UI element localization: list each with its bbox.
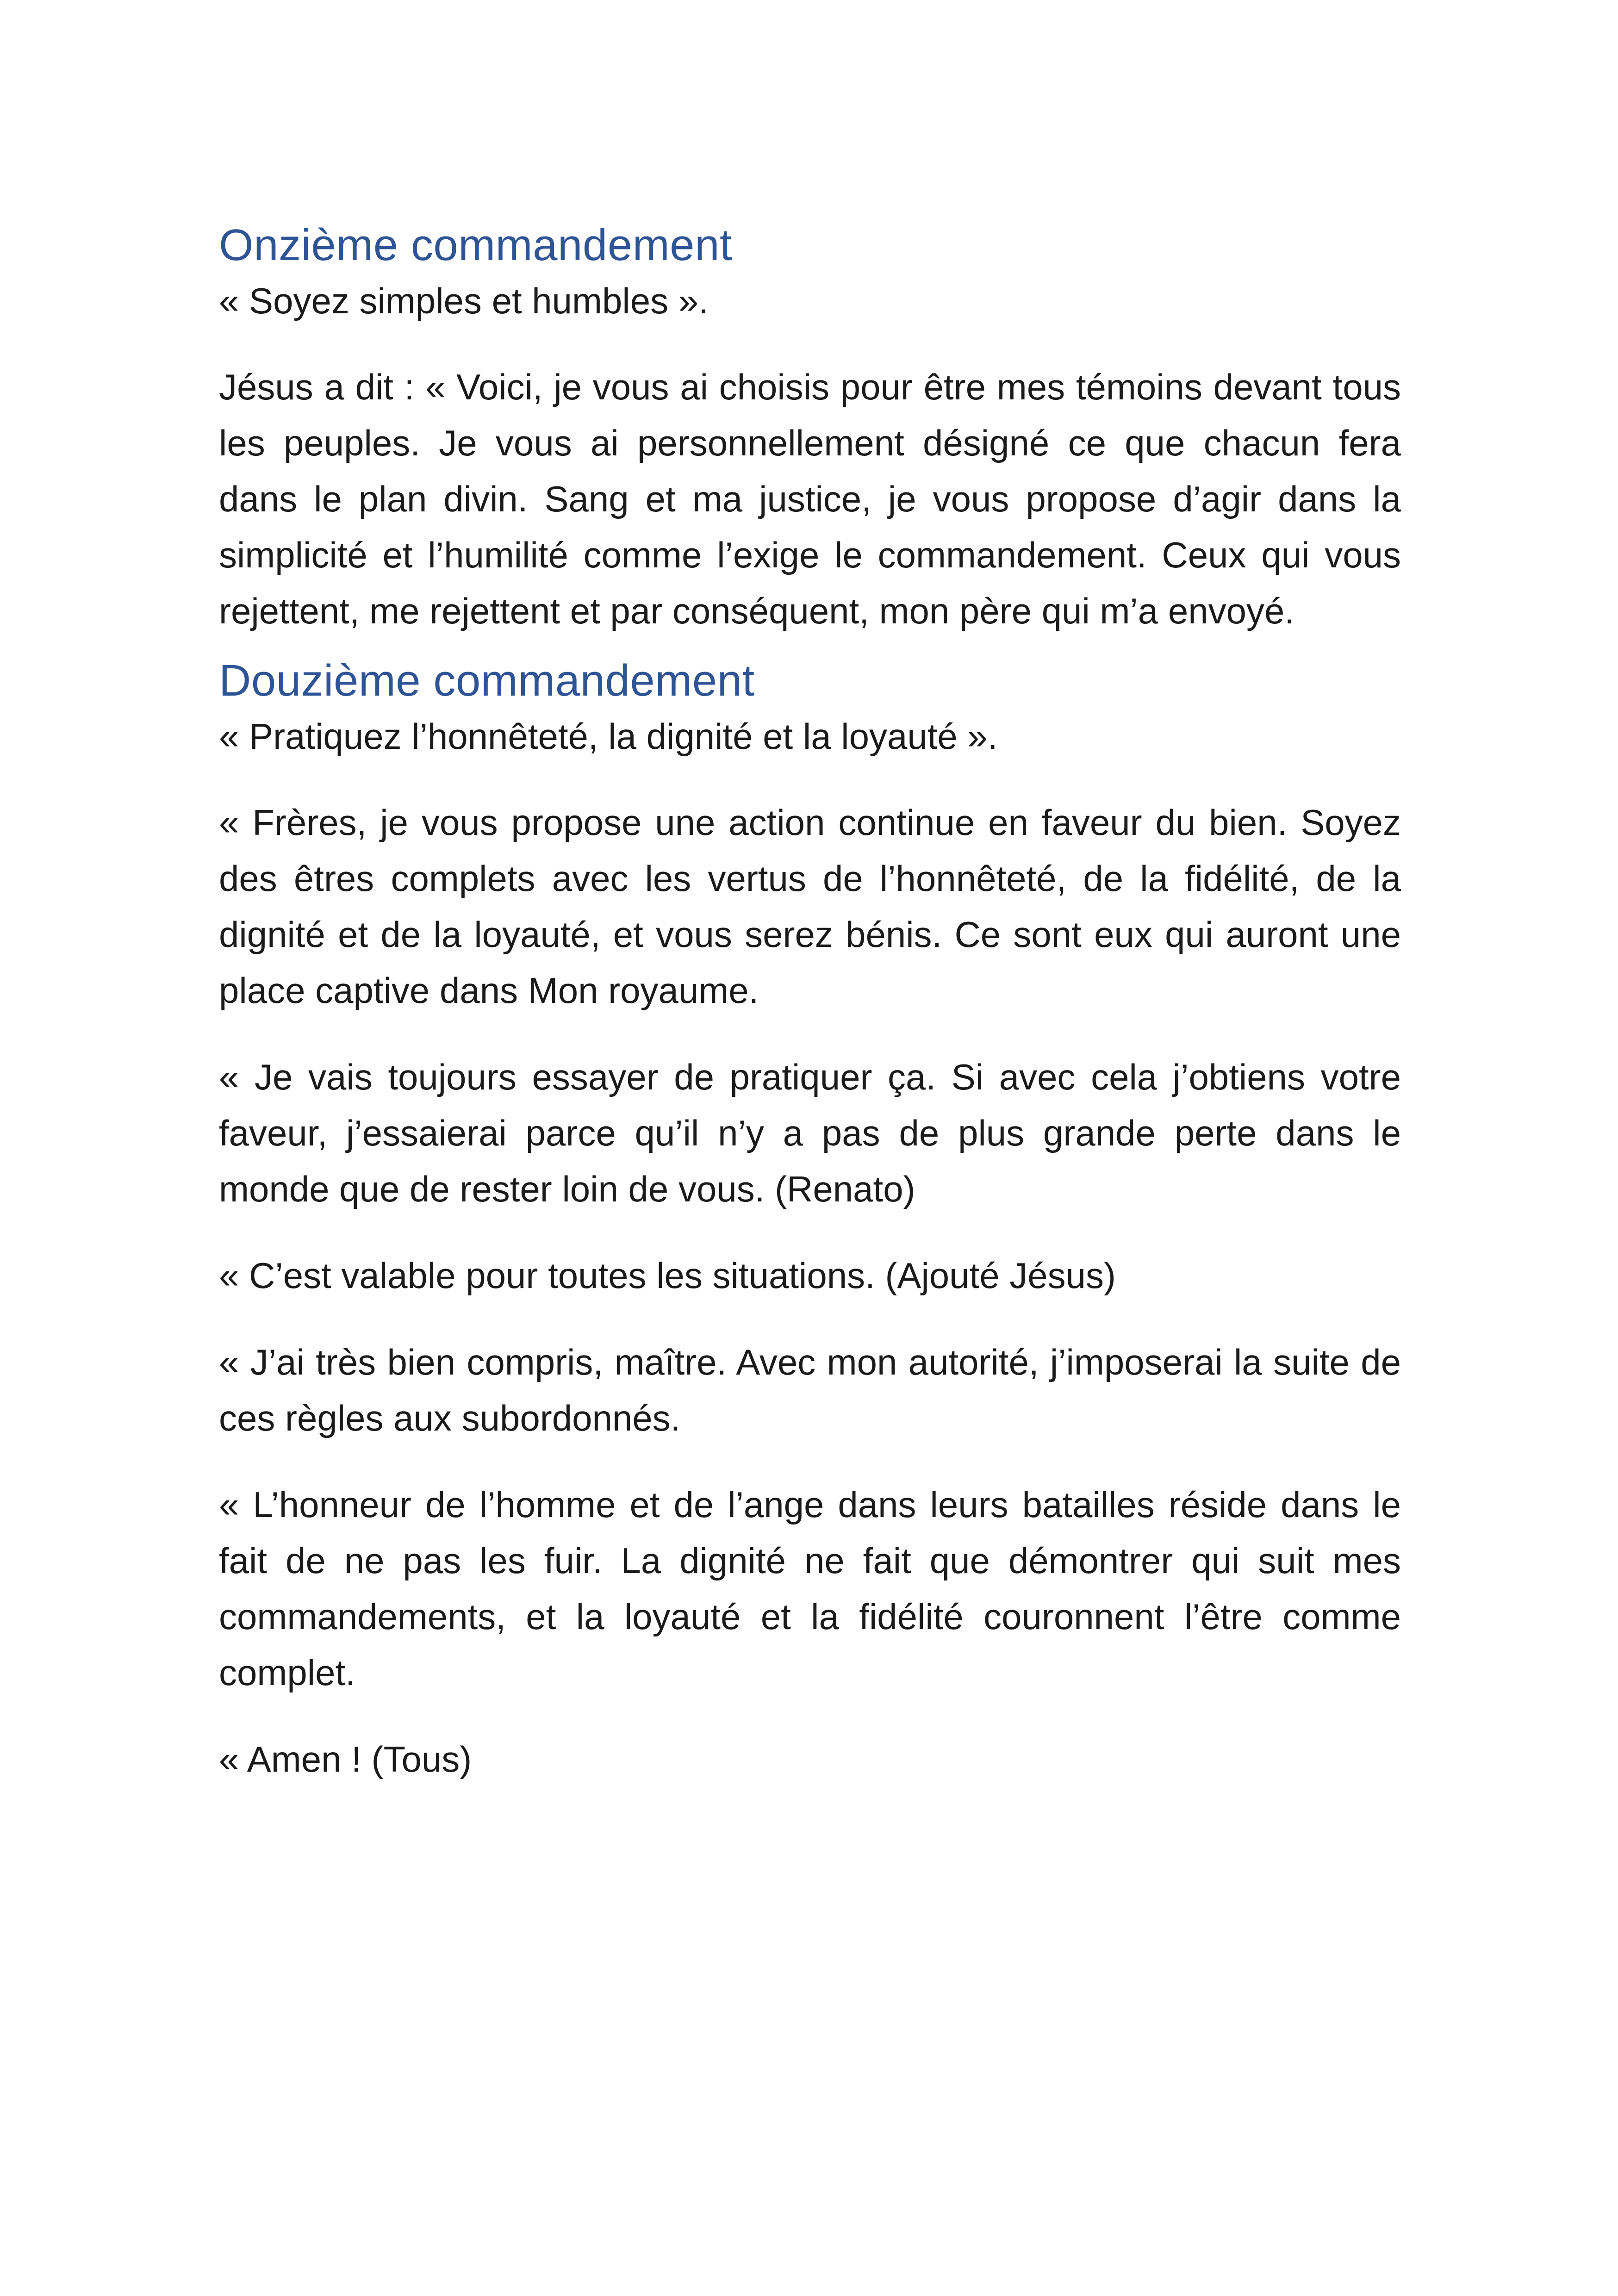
- section-heading-onzieme: Onzième commandement: [219, 220, 733, 270]
- paragraph: « J’ai très bien compris, maître. Avec mon autorité, j’imposerai la suite de ces règles aux subordonnés.: [219, 1342, 1401, 1438]
- paragraph: Jésus a dit : « Voici, je vous ai choisis pour être mes témoins devant tous les peuples. Je vous ai personnellement désigné ce que chacun fera dans le plan divin. Sang et ma justice, je vous propose d’agir dans la simplicité et l’humilité comme l’exige le commandement. Ceux qui vous rejettent, me rejettent et par conséquent, mon père qui m’a envoyé.: [219, 367, 1401, 631]
- paragraph: « Je vais toujours essayer de pratiquer ça. Si avec cela j’obtiens votre faveur, j’essaierai parce qu’il n’y a pas de plus grande perte dans le monde que de rester loin de vous. (Renato): [219, 1057, 1401, 1209]
- section-subtitle-onzieme: « Soyez simples et humbles ».: [219, 280, 709, 321]
- paragraph: « Frères, je vous propose une action continue en faveur du bien. Soyez des êtres complets avec les vertus de l’honnêteté, de la fidélité, de la dignité et de la loyauté, et vous serez bénis. Ce sont eux qui auront une place captive dans Mon royaume.: [219, 802, 1401, 1011]
- section-subtitle-douzieme: « Pratiquez l’honnêteté, la dignité et la loyauté ».: [219, 716, 998, 757]
- section-heading-douzieme: Douzième commandement: [219, 656, 755, 705]
- paragraph: « L’honneur de l’homme et de l’ange dans leurs batailles réside dans le fait de ne pas les fuir. La dignité ne fait que démontrer qui suit mes commandements, et la loyauté et la fidélité couronnent l’être comme complet.: [219, 1484, 1401, 1693]
- paragraph: « Amen ! (Tous): [219, 1739, 472, 1780]
- document-body: [219, 218, 1401, 1818]
- paragraph: « C’est valable pour toutes les situations. (Ajouté Jésus): [219, 1255, 1116, 1296]
